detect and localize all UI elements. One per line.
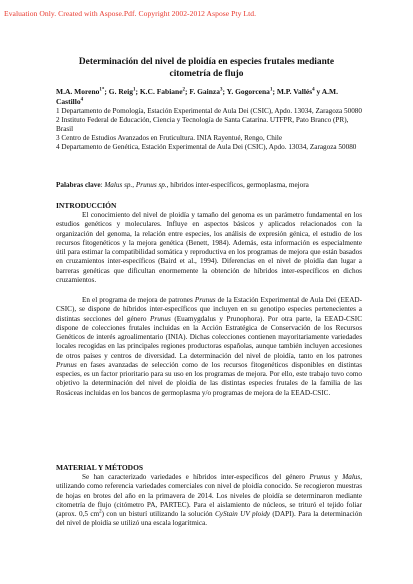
genus-name: Malus [342,473,361,481]
intro-paragraph-2 [56,296,362,398]
title-line: citometría de flujo [169,69,244,79]
title-line: Determinación del nivel de ploidía en especies frutales mediante [78,57,335,67]
section-heading-introduction: INTRODUCCIÓN [56,201,117,210]
author-name: M.P. Vallés [276,87,313,96]
author-name: G. Reig [108,87,133,96]
genus-name: Prunus [56,360,77,369]
reagent-name: CyStain UV ploidy [215,510,270,518]
genus-name: Prunus [309,473,331,481]
keyword-malus: Malus sp. [104,181,133,189]
paragraph-text: (DAPI). Para la determinación del nivel de ploidía se utilizó una escala logarítmica. [56,510,362,528]
paragraph-text: Se han caracterizado variedades e híbridos inter-específicos del género [82,473,310,481]
paragraph-text: En el programa de mejora de patrones [82,296,195,304]
affiliation: 1 Departamento de Pomología, Estación Experimental de Aula Dei (CSIC), Apdo. 13034, Zaragoza 50080 [56,107,362,115]
intro-paragraph-1 [56,211,362,285]
paragraph-text: ) con un bisturí utilizando la solución [101,510,216,518]
author-affiliation-mark: 4 [312,87,315,93]
superscript: 2 [99,509,102,515]
paragraph-text: y [330,473,343,481]
keywords [56,181,362,190]
author-name: Y. Gogorcena [226,87,270,96]
keywords-label: Palabras clave [56,181,101,189]
paragraph-text: en fases avanzadas de selección como de los recursos fitogenéticos disponibles en distintas especies, es un factor prioritario para su uso en los programas de mejora. Por ello, este trabajo tuvo como objetivo la determinación del nivel de ploidía de las distintas especies frutales de la familia de las Rosáceas incluidas en los bancos de germoplasma y/o programas de mejora de la EEAD-CSIC. [56,360,362,397]
keywords-separator: : [100,181,105,189]
paragraph-text: , utilizando como referencia variedades comerciales con nivel de ploidía conocido. Se recogieron muestras de hojas en brotes del año en la primavera de 2014. Los niveles de ploidía se determinaron mediante citometría de flujo (citómetro PA, PARTEC). Para el aislamiento de núcleos, se trituró el tejido foliar (aprox. 0,5 cm [56,473,362,518]
author-affiliation-mark: 2 [182,87,186,93]
author-name: M.A. Moreno [56,87,100,96]
author-name: K.C. Fabiane [139,87,183,96]
paragraph-text: (Euamygdalus y Prunophora). Por otra parte, la EEAD-CSIC dispone de colecciones frutales incluidas en la Acción Estratégica de Conservación de los Recursos Genéticos de interés agroalimentario (INIA). Dichas colecciones contienen mayoritariamente variedades locales recogidas en las principales regiones productoras españolas, aunque también incluyen accesiones de otros países y centros de diversidad. La determinación del nivel de ploidía, tanto en los patrones [56,314,362,360]
affiliation: 4 Departamento de Genética, Estación Experimental de Aula Dei (CSIC), Apdo. 13034, Zaragoza 50080 [56,143,357,152]
author-name: F. Gainza [189,87,220,96]
affiliation: 2 Instituto Federal de Educación, Ciencia y Tecnología de Santa Catarina. UTFPR, Pato Branco (PR), Brasil [56,116,349,134]
methods-paragraph [56,473,362,529]
author-affiliation-mark: 4 [80,97,84,102]
keywords-rest: , híbridos inter-específicos, germoplasma, mejora [166,181,309,189]
section-heading-methods: MATERIAL Y MÉTODOS [56,463,144,472]
affiliation: 3 Centro de Estudios Avanzados en Fruticultura. INIA Rayentué, Rengo, Chile [56,134,283,143]
paper-title [40,56,373,80]
keywords-separator: , [132,181,136,189]
author-list: M.A. Moreno$^{1*}$; G. Reig$^1$; K.C. Fabiane$^2$; F. Gainza$^3$; Y. Gogorcena$^1$; M.P. Vallés$^4$ y A.M. Castillo$^4$ [56,87,339,106]
watermark: Evaluation Only. Created with Aspose.Pdf. Copyright 2002-2012 Aspose Pty Ltd. [4,9,257,18]
genus-name: Prunus [194,296,216,304]
keyword-prunus: Prunus sp. [135,181,167,189]
paragraph-text: de la Estación Experimental de Aula Dei (EEAD-CSIC), se dispone de híbridos inter-específicos que incluyen en su genotipo especies pertenecientes a distintas secciones del género [56,296,362,323]
author-affiliation-mark: 3 [219,87,223,93]
author-affiliation-mark: 1 [132,87,136,93]
author-affiliation-mark: 1 [269,87,273,93]
author-name: A.M. Castillo [56,87,339,106]
paragraph-text: El conocimiento del nivel de ploidía y tamaño del genoma es un parámetro fundamental en los estudios genéticos y moleculares. Influye en aspectos básicos y aplicados relacionados con la organización del genoma, la relación entre especies, los análisis de expresión génica, el estudio de los recursos fitogenéticos y la mejora genética (Benett, 1984). Además, esta información es especialmente útil para estimar la compatibilidad somática y reproductiva en los programas de mejora que están basados en cruzamientos inter-específicos (Baird et al., 1994). Diferencias en el nivel de ploidía dan lugar a barreras genéticas que dificultan enormemente la obtención de híbridos inter-específicos en dichos cruzamientos. [56,211,362,284]
author-affiliation-mark: 1* [99,87,105,93]
affiliations [56,107,362,152]
genus-name: Prunus [150,314,171,323]
